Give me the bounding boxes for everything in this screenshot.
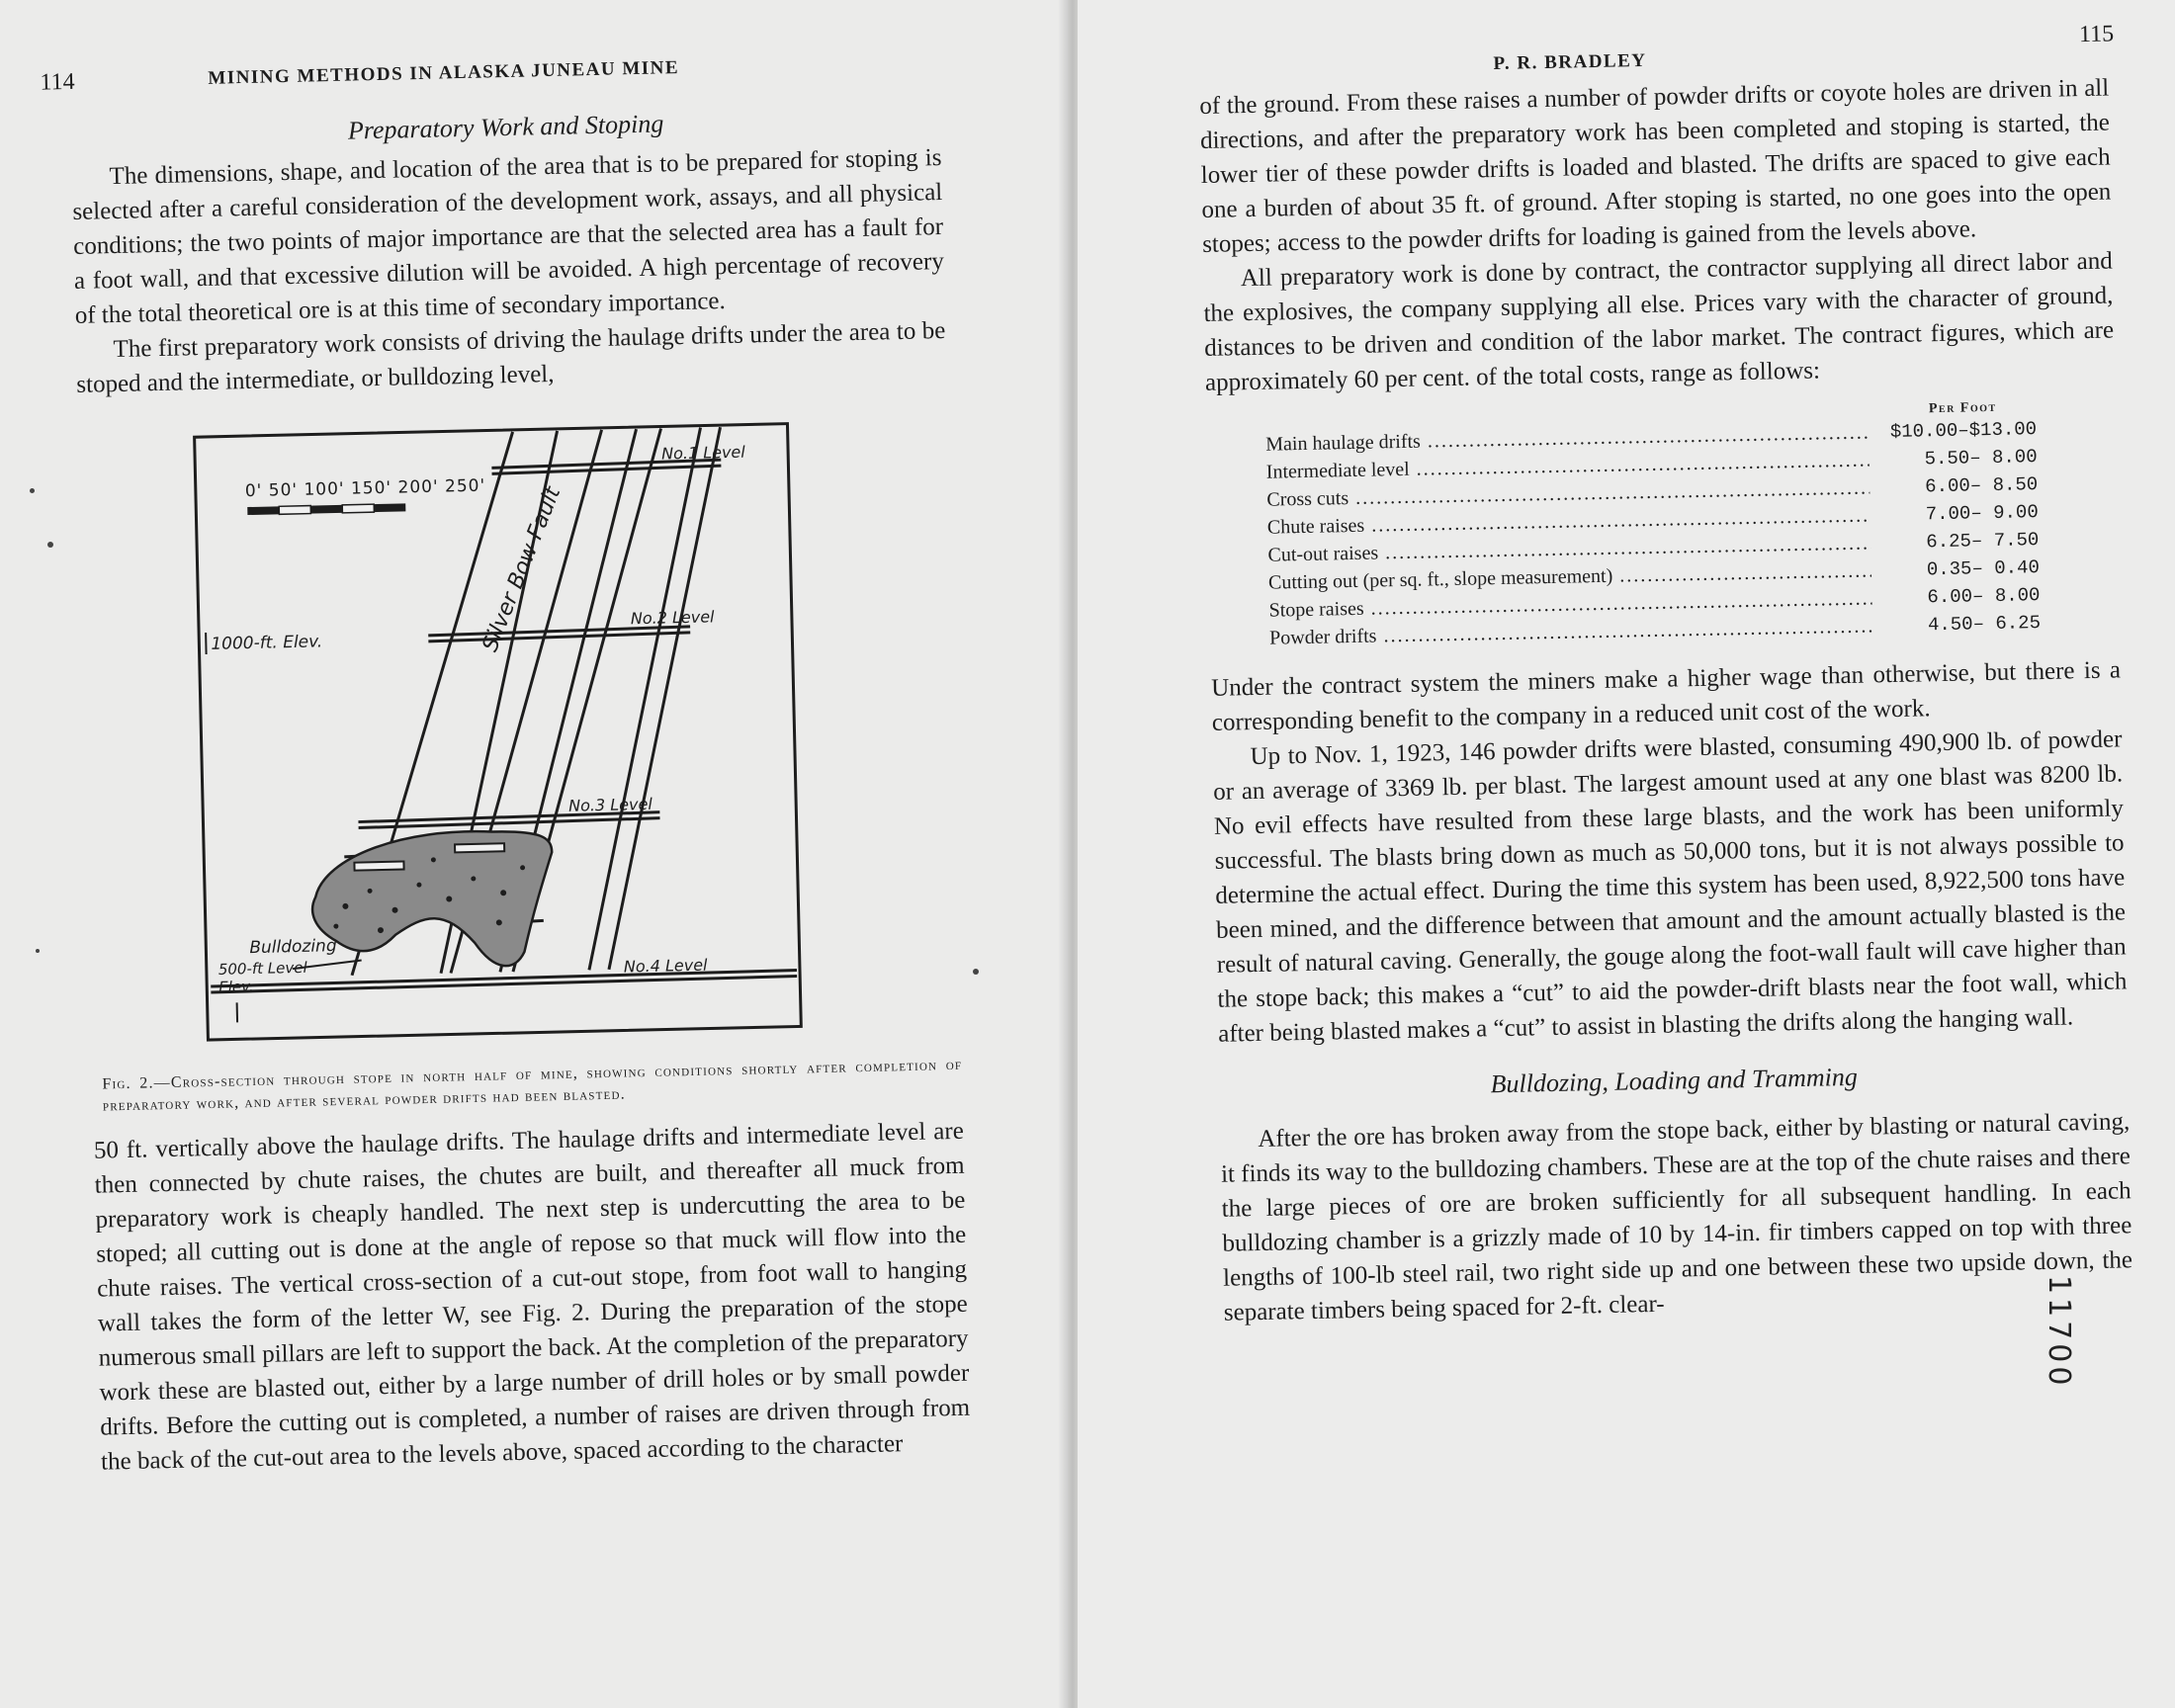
cost-range: 4.50– 6.25 <box>1927 612 2042 637</box>
paragraph: All preparatory work is done by contract, the contractor supplying all direct labor and the explosives, the company supplying all else. Prices vary with the character of ground, distances to be driven and condition of the labor market. The contract figures, which are approximately 60 per cent. of the total costs, range as follows: <box>1203 247 2115 396</box>
paragraph: Under the contract system the miners make a higher wage than otherwise, but there is a corresponding benefit to the company in a reduced unit cost of the work. <box>1210 656 2122 736</box>
paragraph: After the ore has broken away from the stope back, either by blasting or natural caving, it finds its way to the bulldozing chambers. These are at the top of the chute raises and there the large pieces of ore are broken sufficiently for all subsequent handling. In each bulldozing chamber is a grizzly made of 10 by 14-in. fir timbers capped on top with three lengths of 100-lb steel rail, two right side up and one between these two upside down, the separate timbers being spaced for 2-ft. clear- <box>1220 1108 2133 1326</box>
right-page <box>1078 0 2175 1708</box>
cost-item: Cutting out (per sq. ft., slope measurement) ..... <box>1268 556 1871 596</box>
right-page-column <box>1198 22 2133 1330</box>
label-elev: Elev. <box>218 978 254 996</box>
left-page-number: 114 <box>40 68 75 96</box>
section-heading-bulldozing: Bulldozing, Loading and Tramming <box>1490 1062 1859 1099</box>
figure-cross-section <box>186 411 813 1058</box>
cost-range: 6.25– 7.50 <box>1926 529 2040 554</box>
cost-item: Intermediate level ..... <box>1266 446 1870 485</box>
scale-label: 0' <box>244 480 263 502</box>
scan-speck <box>36 949 40 953</box>
right-running-title: P. R. BRADLEY <box>1493 49 1647 75</box>
left-running-head <box>40 43 940 113</box>
scale-label: 250' <box>444 475 486 497</box>
paragraph: 50 ft. vertically above the haulage drifts. The haulage drifts and intermediate level are then connected by chute raises, the chutes are built, and thereafter all muck from preparatory work is cheaply handled. The next step is undercutting the area to be stoped; all cutting out is done at the angle of repose so that muck will flow into the chute raises. The vertical cross-section of a cut-out stope, from foot wall to hanging wall takes the form of the letter W, see Fig. 2. During the preparation of the stope numerous small pillars are left to support the back. At the completion of the preparatory work these are blasted out, either by a large number of drill holes or by small powder drifts. Before the cutting out is completed, a number of raises are driven through from the back of the cut-out area to the levels above, spaced according to the character <box>93 1117 971 1476</box>
paragraph: Up to Nov. 1, 1923, 146 powder drifts were blasted, consuming 490,900 lb. of powder or an average of 3369 lb. per blast. The largest amount used at any one blast was 8200 lb. No evil effects have resulted from these large blasts, and the work has been uniformly successful. The blasts bring down as much as 50,000 tons, but it is not always possible to determine the actual effect. During the time this system has been used, 8,922,500 tons have been mined, and the difference between that amount and the amount actually blasted is the result of natural caving. Generally, the gouge along the foot-wall fault will cave higher than the stope back; this makes a “cut” to aid the powder-drift blasts near the foot wall, which after being blasted makes a “cut” to assist in blasting the drifts along the hanging wall. <box>1213 726 2128 1048</box>
cost-item: Stope raises ..... <box>1268 584 1871 624</box>
label-no4-level: No.4 Level <box>623 955 708 977</box>
label-500ft-level: 500-ft Level <box>218 958 307 979</box>
left-page-column <box>40 43 971 1480</box>
paragraph: The first preparatory work consists of driving the haulage drifts under the area to be stoped and the intermediate, or bulldozing level, <box>76 316 946 398</box>
left-page <box>0 0 1068 1708</box>
cost-range: 7.00– 9.00 <box>1925 501 2039 526</box>
cost-table <box>1265 399 2042 652</box>
cost-range: 6.00– 8.00 <box>1927 584 2041 609</box>
label-no1-level: No.1 Level <box>660 442 745 464</box>
cost-range: $10.00–$13.00 <box>1889 418 2038 444</box>
cost-table-header: Per Foot <box>1928 399 1997 417</box>
cost-item: Main haulage drifts ..... <box>1265 418 1869 458</box>
label-1000ft-elev: 1000-ft. Elev. <box>211 632 323 654</box>
cost-range: 5.50– 8.00 <box>1924 446 2038 470</box>
margin-stamp: 11700 <box>2042 1275 2076 1390</box>
left-running-title: MINING METHODS IN ALASKA JUNEAU MINE <box>208 57 680 89</box>
cost-item: Cut-out raises ..... <box>1267 529 1870 568</box>
right-page-number: 115 <box>2078 21 2115 48</box>
cost-item: Cross cuts ..... <box>1266 473 1870 513</box>
paragraph: The dimensions, shape, and location of the area that is to be prepared for stoping is selected after a careful consideration of the development work, assays, and all physical conditions; the two points of major importance are that the selected area has a fault for a foot wall, and that excessive dilution will be avoided. A high percentage of recovery of the total theoretical ore is at this time of secondary importance. <box>72 144 945 329</box>
scale-label: 100' <box>304 478 345 500</box>
cost-item: Chute raises ..... <box>1267 501 1870 541</box>
label-silver-bow-fault: Silver Bow Fault <box>478 483 566 656</box>
scale-label: 150' <box>350 477 392 499</box>
label-no3-level: No.3 Level <box>567 794 652 815</box>
scale-label: 200' <box>397 476 439 498</box>
scale-label: 50' <box>268 479 299 501</box>
paragraph: of the ground. From these raises a number of powder drifts or coyote holes are driven in all directions, and after the preparatory work has been completed and stoping is started, the lower tier of these powder drifts is loaded and blasted. The drifts are spaced to give each one a burden of about 35 ft. of ground. After stoping is started, no one goes into the open stopes; access to the powder drifts for loading is gained from the levels above. <box>1199 74 2112 258</box>
scan-speck <box>47 542 53 548</box>
cost-range: 6.00– 8.50 <box>1924 473 2039 498</box>
cost-range: 0.35– 0.40 <box>1926 556 2041 581</box>
cost-item: Powder drifts ..... <box>1269 612 1872 651</box>
scan-speck <box>973 969 979 975</box>
section-heading-preparatory: Preparatory Work and Stoping <box>347 109 664 145</box>
label-bulldozing: Bulldozing <box>249 936 337 959</box>
scan-speck <box>30 488 35 493</box>
figure-caption: Fig. 2.—Cross-section through stope in north half of mine, showing conditions shortly after completion of preparatory work, and after several powder drifts had been blasted. <box>102 1056 963 1115</box>
label-no2-level: No.2 Level <box>630 607 715 629</box>
